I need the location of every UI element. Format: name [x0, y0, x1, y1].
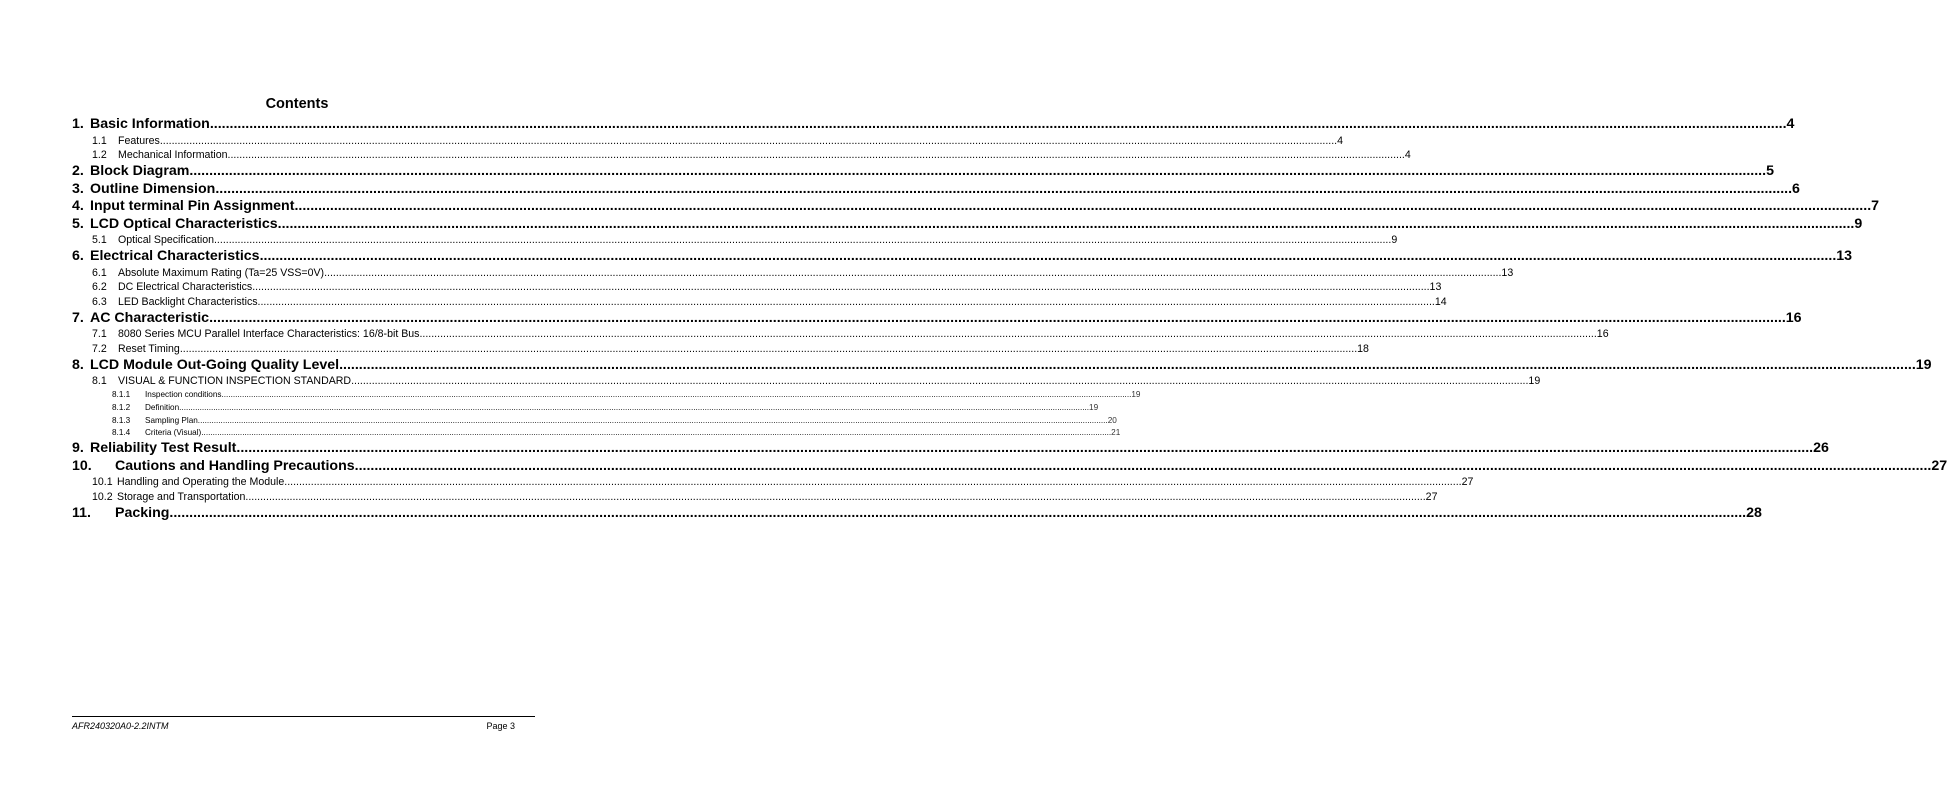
toc-entry-number: 8.: [72, 356, 84, 373]
toc-dot-leader: ................................................................................................................................................................................................................................................................................................................................................................................................................: [179, 402, 1090, 412]
toc-entry-number: 6.3: [92, 296, 107, 308]
toc-entry-number: 1.1: [92, 134, 107, 147]
toc-entry-title: DC Electrical Characteristics: [118, 281, 253, 294]
toc-entry[interactable]: [72, 504, 1762, 523]
toc-entry-number: 8.1.4: [112, 428, 131, 438]
toc-entry-page: 16: [1785, 309, 1802, 326]
toc-entry[interactable]: [72, 475, 1474, 490]
toc-dot-leader: ................................................................................................................................................................................................................................................................................................................................................................................................................: [215, 180, 1793, 197]
toc-entry[interactable]: [72, 280, 1442, 295]
toc-dot-leader: ................................................................................................................................................................................................................................................................................................................................................................................................................: [159, 134, 1338, 147]
toc-entry-title: VISUAL & FUNCTION INSPECTION STANDARD: [118, 375, 352, 388]
toc-entry-title: Sampling Plan: [145, 415, 198, 425]
toc-entry-title: Inspection conditions: [145, 389, 222, 399]
toc-entry[interactable]: [72, 402, 1099, 415]
toc-dot-leader: ................................................................................................................................................................................................................................................................................................................................................................................................................: [284, 476, 1462, 489]
toc-entry-number: 8.1: [92, 375, 107, 388]
toc-entry[interactable]: [72, 295, 1447, 310]
toc-entry[interactable]: [72, 490, 1438, 505]
toc-entry[interactable]: [72, 266, 1514, 281]
toc-entry-page: 6: [1792, 180, 1800, 197]
toc-entry-number: 6.1: [92, 266, 107, 279]
toc-entry-page: 4: [1786, 116, 1795, 132]
toc-entry-page: 19: [1131, 389, 1141, 399]
toc-entry-page: 16: [1596, 328, 1609, 341]
toc-entry-number: 8.1.2: [112, 402, 131, 412]
toc-entry-page: 19: [1089, 402, 1099, 412]
toc-entry-number: 10.2: [92, 491, 113, 503]
toc-entry-title: LCD Optical Characteristics: [90, 215, 278, 232]
toc-dot-leader: ................................................................................................................................................................................................................................................................................................................................................................................................................: [227, 149, 1405, 162]
toc-dot-leader: ................................................................................................................................................................................................................................................................................................................................................................................................................: [351, 375, 1529, 388]
toc-entry-page: 19: [1528, 375, 1541, 388]
toc-entry-number: 3.: [72, 180, 84, 197]
toc-dot-leader: ................................................................................................................................................................................................................................................................................................................................................................................................................: [179, 342, 1358, 355]
toc-entry[interactable]: [72, 180, 1800, 199]
toc-entry-title: Block Diagram: [90, 162, 190, 179]
toc-entry-number: 2.: [72, 162, 84, 179]
toc-entry-number: 8.1.1: [112, 389, 131, 399]
toc-entry[interactable]: [72, 327, 1609, 342]
footer-page-number: Page 3: [486, 721, 515, 731]
toc-entry-title: Reset Timing: [118, 342, 180, 355]
toc-entry-title: Criteria (Visual): [145, 428, 202, 438]
toc-entry-title: Input terminal Pin Assignment: [90, 198, 295, 215]
toc-entry-page: 26: [1813, 440, 1829, 457]
toc-entry[interactable]: [72, 116, 1795, 134]
toc-entry-title: Cautions and Handling Precautions: [115, 457, 355, 474]
toc-dot-leader: ................................................................................................................................................................................................................................................................................................................................................................................................................: [339, 356, 1916, 373]
toc-dot-leader: ................................................................................................................................................................................................................................................................................................................................................................................................................: [419, 328, 1597, 341]
toc-entry[interactable]: [72, 440, 1829, 458]
toc-entry[interactable]: [72, 415, 1117, 428]
toc-dot-leader: ................................................................................................................................................................................................................................................................................................................................................................................................................: [259, 248, 1837, 265]
table-of-contents: [72, 116, 1947, 522]
toc-entry-number: 10.1: [92, 476, 113, 489]
toc-entry-number: 10.: [72, 457, 92, 474]
toc-dot-leader: ................................................................................................................................................................................................................................................................................................................................................................................................................: [209, 116, 1787, 132]
toc-entry-page: 4: [1404, 149, 1411, 162]
toc-entry[interactable]: [72, 215, 1863, 234]
toc-entry-number: 7.: [72, 309, 84, 326]
toc-entry[interactable]: [72, 162, 1774, 181]
toc-entry-page: 28: [1746, 504, 1762, 521]
toc-entry-number: 6.2: [92, 281, 107, 294]
toc-entry-title: Features: [118, 134, 160, 147]
toc-entry-page: 13: [1836, 248, 1853, 265]
toc-entry-title: Basic Information: [90, 116, 210, 132]
toc-dot-leader: ................................................................................................................................................................................................................................................................................................................................................................................................................: [221, 389, 1132, 399]
toc-dot-leader: ................................................................................................................................................................................................................................................................................................................................................................................................................: [189, 162, 1767, 179]
footer-divider: [72, 716, 535, 717]
footer-doc-id: AFR240320A0-2.2INTM: [72, 721, 169, 731]
toc-dot-leader: ................................................................................................................................................................................................................................................................................................................................................................................................................: [257, 296, 1435, 308]
toc-entry-page: 13: [1429, 281, 1442, 294]
toc-entry-page: 14: [1434, 296, 1447, 308]
toc-entry[interactable]: [72, 233, 1398, 248]
toc-dot-leader: ................................................................................................................................................................................................................................................................................................................................................................................................................: [209, 309, 1786, 326]
toc-entry-number: 1.: [72, 116, 84, 132]
toc-entry[interactable]: [72, 342, 1369, 357]
toc-dot-leader: ................................................................................................................................................................................................................................................................................................................................................................................................................: [354, 457, 1932, 474]
toc-entry-number: 7.2: [92, 342, 107, 355]
toc-entry-page: 7: [1871, 198, 1880, 215]
toc-entry[interactable]: [72, 309, 1802, 328]
toc-entry-title: Absolute Maximum Rating (Ta=25 VSS=0V): [118, 266, 325, 279]
toc-dot-leader: ................................................................................................................................................................................................................................................................................................................................................................................................................: [324, 266, 1502, 279]
toc-entry-page: 27: [1425, 491, 1438, 503]
toc-entry-number: 5.1: [92, 234, 107, 247]
toc-entry-number: 9.: [72, 440, 84, 457]
toc-entry-title: Reliability Test Result: [90, 440, 237, 457]
toc-entry-title: Packing: [115, 504, 170, 521]
toc-entry[interactable]: [72, 134, 1344, 149]
toc-dot-leader: ................................................................................................................................................................................................................................................................................................................................................................................................................: [252, 281, 1430, 294]
toc-entry[interactable]: [72, 374, 1541, 389]
toc-entry-number: 4.: [72, 198, 84, 215]
toc-entry-title: Definition: [145, 402, 180, 412]
toc-entry-page: 18: [1357, 342, 1369, 355]
toc-dot-leader: ................................................................................................................................................................................................................................................................................................................................................................................................................: [248, 491, 1426, 503]
toc-entry-title: Mechanical Information: [118, 149, 228, 162]
toc-entry[interactable]: [72, 148, 1411, 163]
toc-entry[interactable]: [72, 427, 1121, 440]
toc-entry-title: LED Backlight Characteristics: [118, 296, 258, 308]
toc-dot-leader: ................................................................................................................................................................................................................................................................................................................................................................................................................: [169, 504, 1747, 521]
toc-entry-page: 13: [1501, 266, 1514, 279]
toc-entry-page: 19: [1915, 356, 1932, 373]
toc-entry-title: AC Characteristic: [90, 309, 210, 326]
toc-entry-number: 8.1.3: [112, 415, 131, 425]
toc-entry[interactable]: [72, 248, 1853, 266]
toc-dot-leader: ................................................................................................................................................................................................................................................................................................................................................................................................................: [213, 234, 1392, 247]
toc-entry-title: Handling and Operating the Module: [117, 476, 285, 489]
toc-entry-number: 11.: [72, 504, 91, 521]
toc-dot-leader: ................................................................................................................................................................................................................................................................................................................................................................................................................: [197, 415, 1108, 425]
toc-entry[interactable]: [72, 457, 1947, 476]
toc-entry-number: 1.2: [92, 149, 107, 162]
toc-entry-page: 20: [1107, 415, 1117, 425]
toc-dot-leader: ................................................................................................................................................................................................................................................................................................................................................................................................................: [294, 198, 1872, 215]
toc-entry-title: Outline Dimension: [90, 180, 216, 197]
toc-entry[interactable]: [72, 198, 1880, 216]
page-title: Contents: [265, 96, 329, 112]
toc-dot-leader: ................................................................................................................................................................................................................................................................................................................................................................................................................: [277, 215, 1855, 232]
toc-entry-number: 7.1: [92, 328, 107, 341]
toc-entry-page: 4: [1337, 134, 1344, 147]
toc-entry-page: 5: [1766, 162, 1774, 179]
toc-entry-page: 27: [1931, 457, 1947, 474]
toc-entry-title: Storage and Transportation.: [117, 491, 249, 503]
toc-entry-title: Electrical Characteristics: [90, 248, 260, 265]
toc-entry-number: 6.: [72, 248, 84, 265]
toc-entry-page: 9: [1854, 215, 1863, 232]
toc-entry[interactable]: [72, 389, 1141, 402]
toc-entry-page: 9: [1391, 234, 1398, 247]
toc-dot-leader: ................................................................................................................................................................................................................................................................................................................................................................................................................: [201, 428, 1112, 438]
toc-entry-title: 8080 Series MCU Parallel Interface Characteristics: 16/8-bit Bus: [118, 328, 420, 341]
toc-entry-title: Optical Specification: [118, 234, 214, 247]
toc-entry-number: 5.: [72, 215, 84, 232]
toc-entry-title: LCD Module Out-Going Quality Level: [90, 356, 340, 373]
toc-entry-page: 27: [1461, 476, 1474, 489]
toc-dot-leader: ................................................................................................................................................................................................................................................................................................................................................................................................................: [236, 440, 1814, 457]
toc-entry-page: 21: [1111, 428, 1121, 438]
toc-entry[interactable]: [72, 356, 1932, 375]
